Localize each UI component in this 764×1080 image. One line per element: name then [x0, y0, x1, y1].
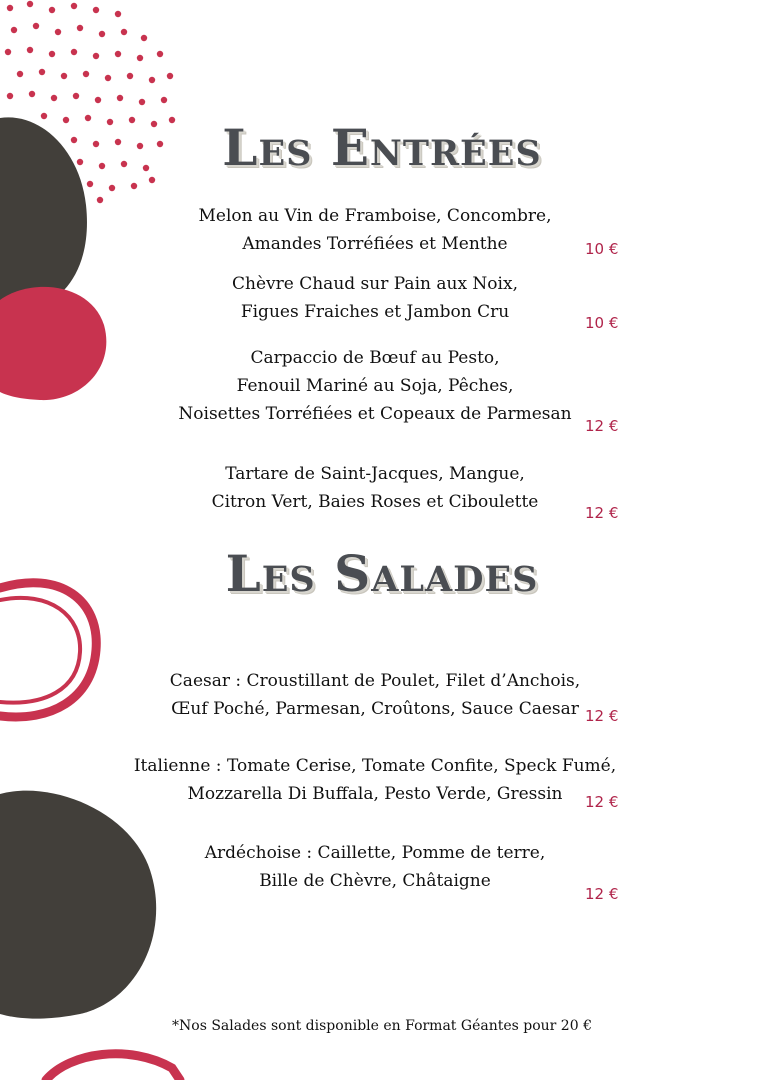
dish-line: Carpaccio de Bœuf au Pesto, [250, 348, 500, 368]
entrees-title: Les Entrées [222, 118, 542, 177]
dish-line: Figues Fraiches et Jambon Cru [240, 302, 510, 322]
salade-item-italienne [100, 752, 650, 808]
salade-item-ardechoise [120, 839, 630, 895]
dish-line: Tartare de Saint-Jacques, Mangue, [225, 464, 525, 484]
red-ring-bottom [46, 1054, 180, 1080]
dish-line: Caesar : Croustillant de Poulet, Filet d’Anchois, [169, 671, 581, 691]
footnote: *Nos Salades sont disponible en Format Géantes pour 20 € [172, 1018, 592, 1034]
dish-line: Amandes Torréfiées et Menthe [242, 234, 508, 254]
dish-line: Chèvre Chaud sur Pain aux Noix, [232, 274, 518, 294]
price: 12 € [585, 793, 619, 811]
entree-item-carpaccio [120, 344, 630, 428]
red-blob-top [0, 287, 106, 400]
dish-line: Citron Vert, Baies Roses et Ciboulette [211, 492, 539, 512]
price: 12 € [585, 707, 619, 725]
price: 10 € [585, 240, 619, 258]
salades-title: Les Salades [225, 544, 539, 603]
dish-line: Œuf Poché, Parmesan, Croûtons, Sauce Caesar [171, 699, 579, 719]
dish-line: Italienne : Tomate Cerise, Tomate Confite, Speck Fumé, [133, 756, 617, 776]
price: 12 € [585, 504, 619, 522]
price: 12 € [585, 417, 619, 435]
dark-blob-bottom [0, 791, 156, 1019]
price: 12 € [585, 885, 619, 903]
dish-line: Ardéchoise : Caillette, Pomme de terre, [204, 843, 546, 863]
entree-item-chevre [120, 270, 630, 326]
dish-line: Melon au Vin de Framboise, Concombre, [198, 206, 552, 226]
dish-line: Fenouil Mariné au Soja, Pêches, [236, 376, 514, 396]
dish-line: Noisettes Torréfiées et Copeaux de Parmesan [178, 404, 572, 424]
price: 10 € [585, 314, 619, 332]
entree-item-melon [120, 202, 630, 258]
dish-line: Mozzarella Di Buffala, Pesto Verde, Gressin [187, 784, 563, 804]
dish-line: Bille de Chèvre, Châtaigne [259, 871, 491, 891]
salade-item-caesar [110, 667, 640, 723]
entree-item-tartare [120, 460, 630, 516]
